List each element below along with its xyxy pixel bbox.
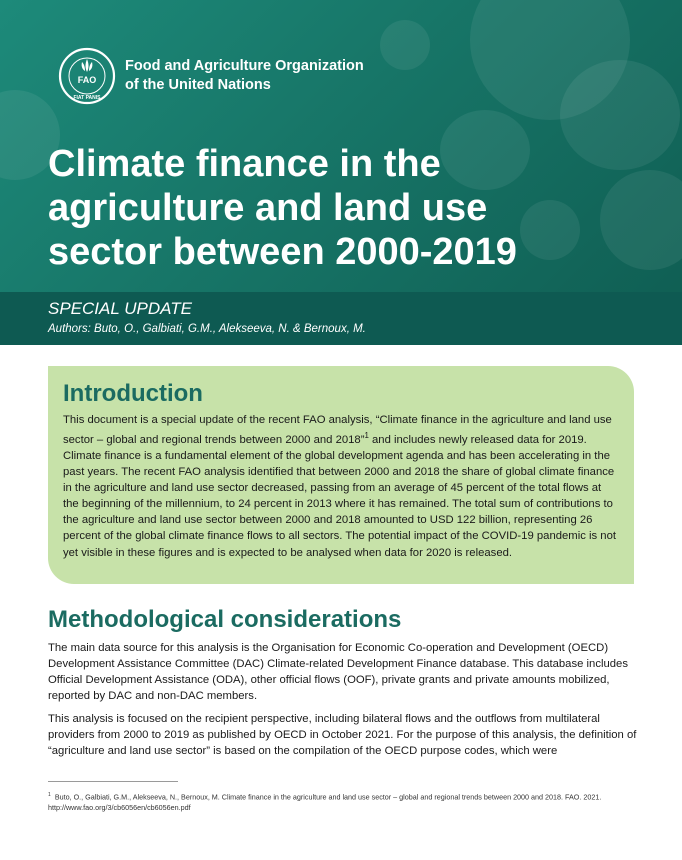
organization-name — [125, 57, 364, 95]
fao-logo-icon — [58, 47, 116, 105]
methodology-paragraph-1: The main data source for this analysis is the Organisation for Economic Co-operation and Development (OECD) Development Assistance Committee (DAC) Climate-related Development Finance database. This database includes Official Development Assistance (ODA), other official flows (OOF), private grants and private amounts mobilized, reported by DAC and non-DAC members. — [48, 642, 628, 703]
fao-header-logo — [58, 47, 364, 105]
footnote — [48, 790, 638, 813]
organization-name-line2: of the United Nations — [125, 77, 271, 93]
introduction-heading: Introduction — [63, 380, 203, 407]
footnote-text: Buto, O., Galbiati, G.M., Alekseeva, N., Bernoux, M. Climate finance in the agriculture and land use sector – global and regional trends between 2000 and 2018. FAO. 2021. — [54, 792, 602, 802]
organization-name-line1: Food and Agriculture Organization — [125, 58, 364, 74]
title-line-1: Climate finance in the — [48, 143, 441, 185]
footnote-reference[interactable]: 1 — [364, 431, 369, 441]
decorative-shape — [380, 20, 430, 70]
introduction-text-part1: This document is a special update of the recent FAO analysis, “Climate finance in the agriculture and land use sector – global and regional trends between 2000 and 2018” — [63, 414, 612, 446]
title-line-2: agriculture and land use — [48, 187, 488, 229]
introduction-text-part2: and includes newly released data for 2019. Climate finance is a fundamental element of the global development agenda and has been accelerating in the past years. The recent FAO analysis identified that between 2000 and 2018 the share of global climate finance in the agriculture and land use sector decreased, passing from an average of 45 percent of the total flows at the beginning of the millennium, to 24 percent in 2013 where it has remained. The total sum of contributions to the agriculture and land use sector between 2000 and 2018 amounted to USD 122 billion, representing 26 percent of the global climate finance flows to all sectors. The potential impact of the COVID-19 pandemic is not yet visible in these figures and is expected to be analysed when data for 2020 is released. — [63, 433, 616, 559]
methodology-heading: Methodological considerations — [48, 606, 402, 633]
document-subtitle: SPECIAL UPDATE — [48, 299, 192, 318]
document-title — [48, 142, 648, 274]
footnote-link[interactable]: http://www.fao.org/3/cb6056en/cb6056en.pdf — [48, 803, 191, 813]
svg-text:FIAT PANIS: FIAT PANIS — [73, 95, 101, 101]
footnote-divider — [48, 781, 178, 782]
svg-text:FAO: FAO — [77, 75, 97, 85]
methodology-paragraph-2: This analysis is focused on the recipient perspective, including bilateral flows and the outflows from multilateral providers from 2000 to 2019 as published by OECD in October 2021. For the purpose of this analysis, the definition of “agriculture and land use sector” is based on the compilation of the OECD purpose codes, which were — [48, 713, 637, 758]
introduction-text — [63, 412, 619, 561]
title-line-3: sector between 2000-2019 — [48, 231, 517, 273]
footnote-mark: 1 — [48, 792, 51, 798]
authors-line: Authors: Buto, O., Galbiati, G.M., Alekseeva, N. & Bernoux, M. — [48, 323, 366, 335]
